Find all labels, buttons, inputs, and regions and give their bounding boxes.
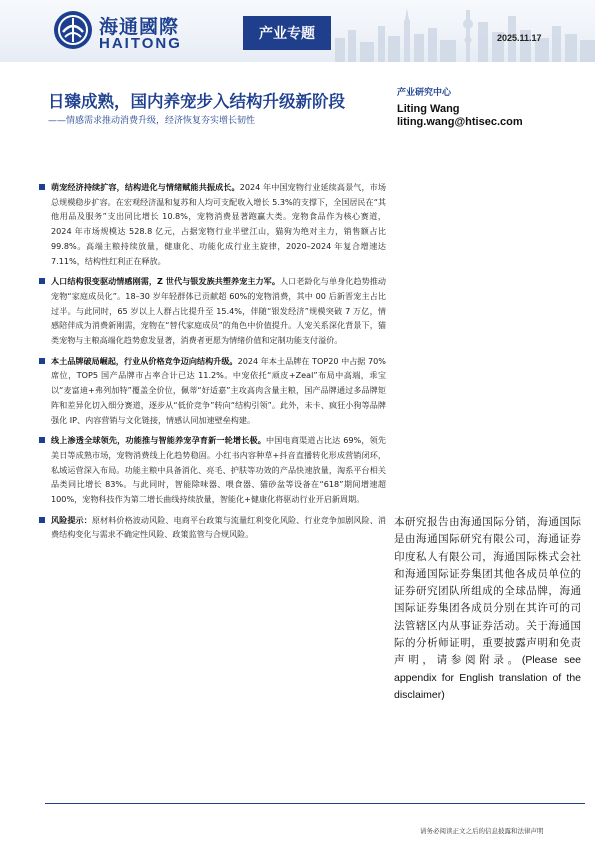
analyst-name: Liting Wang [397,103,460,115]
analyst-email-link[interactable]: liting.wang@htisec.com [397,116,523,128]
bullet-square-icon [39,437,45,443]
bullet-square-icon [39,358,45,364]
bullet-lead: 本土品牌破局崛起，行业从价格竞争迈向结构升级。 [51,355,238,366]
bullet-body: 中国电商渠道占比达 69%，领先美日等成熟市场，宠物消费线上化趋势稳固。小红书内容种草+抖音直播转化形成营销闭环，私域运营深入布局。功能主粮中具备消化、亮毛、护肤等功效的产品快速放量，淘系平台相关品类同比增长 83%。与此同时，智能除味器、喂食器、猫砂盆等设备在“618”期间增速超 100%，宠物科技作为第二增长曲线持续放量，智能化+健康化将驱动行业开启新周期。 [51,435,386,505]
risk-warning-lead: 风险提示： [51,514,92,525]
bullet-square-icon [39,184,45,190]
risk-warning-item [45,513,386,542]
disclaimer-block [394,514,581,704]
bullet-item [45,274,386,348]
bullet-body: 2024 年本土品牌在 TOP20 中占据 70%席位，TOP5 国产品牌市占率合计已达 11.2%。中宠依托“顽皮+Zeal”布局中高端，乖宝以“麦富迪+弗列加特”覆盖全价位，佩蒂“好适嘉”主攻高肉含量主粮，国产品牌通过多品牌矩阵和差异化切入细分赛道，逐步从“低价竞争”转向“结构引领”。此外，未卡、疯狂小狗等品牌强化 IP、内容营销与文化链接，情感认同加速壁垒构建。 [51,355,387,425]
bullet-lead: 萌宠经济持续扩容，结构进化与情绪赋能共振成长。 [51,182,240,192]
research-center-label: 产业研究中心 [397,88,452,98]
disclaimer-english-note: (Please see appendix for English translation of the disclaimer) [394,654,581,701]
footer-legal-note: 请务必阅读正文之后的信息披露和法律声明 [420,827,544,835]
logo-english-text: HAITONG [99,35,182,52]
summary-bullets [45,180,386,548]
risk-warning-body: 原材料价格波动风险、电商平台政策与流量红利变化风险、行业竞争加剧风险、消费结构变化与需求不确定性风险、政策监管与合规风险。 [51,514,386,540]
footer-divider [45,803,585,804]
haitong-logo [53,10,203,52]
bullet-body: 2024 年中国宠物行业延续高景气，市场总规模稳步扩容。在宏观经济温和复苏和人均可支配收入增长 5.3%的支撑下，全国居民在“其他用品及服务”支出同比增长 10.8%，宠物消费显著跑赢大类。宠物食品作为核心赛道，2024 年市场规模达 528.8 亿元，占据宠物行业半壁江山，猫狗为绝对主力，销售额占比 99.8%。高端主粮持续放量，健康化、功能化成行业主旋律，2020–2024 年复合增速达 7.11%，结构性红利正在释放。 [51,182,386,266]
bullet-item [45,433,386,507]
report-date: 2025.11.17 [497,33,542,43]
report-subtitle: ——情感需求推动消费升级，经济恢复夯实增长韧性 [48,116,256,126]
bullet-item [45,354,386,428]
logo-chinese-text: 海通國際 [99,16,180,38]
bullet-body: 人口老龄化与单身化趋势推动宠物“家庭成员化”。18–30 岁年轻群体已贡献超 60%的宠物消费，其中 00 后新晋宠主占比过半。与此同时，65 岁以上人群占比提升至 15.4%，伴随“银发经济”规模突破 7 万亿，情感陪伴成为消费新刚需，宠物在“替代家庭成员”的角色中价值提升。人宠关系深化背景下，猫类宠物与主粮高端化趋势愈发显著，消费者更愿为情绪价值和定制功能支付溢价。 [51,276,386,346]
bullet-item [45,180,386,268]
header-banner [0,0,595,62]
city-skyline-image [330,0,595,62]
disclaimer-chinese: 本研究报告由海通国际分销，海通国际是由海通国际研究有限公司，海通证券印度私人有限公司，海通国际株式会社和海通国际证券集团其他各成员单位的证券研究团队所组成的全球品牌，海通国际证券集团各成员分别在其许可的司法管辖区内从事证券活动。关于海通国际的分析师证明，重要披露声明和免责声明，请参阅附录。 [394,516,581,667]
bullet-square-icon [39,278,45,284]
bullet-square-icon [39,517,45,523]
bullet-lead: 线上渗透全球领先，功能推与智能养宠孕育新一轮增长极。 [51,435,267,446]
report-type-tag: 产业专题 [243,16,331,50]
bullet-lead: 人口结构很变驱动情感刚需，Z 世代与银发族共塑养宠主力军。 [51,276,280,287]
report-title: 日臻成熟，国内养宠步入结构升级新阶段 [48,92,345,111]
haitong-logo-icon [53,10,93,50]
